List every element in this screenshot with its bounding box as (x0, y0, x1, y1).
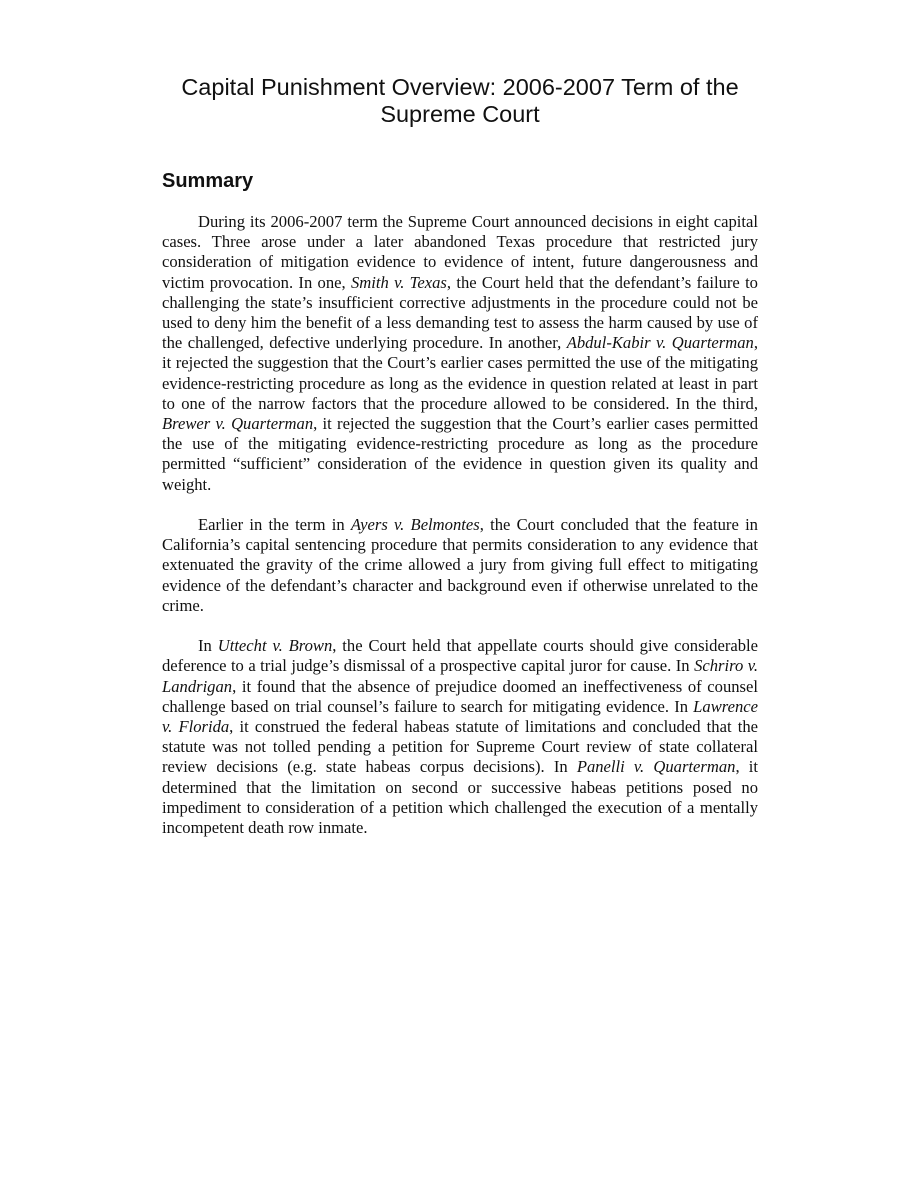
case-name: Ayers v. Belmontes (350, 515, 480, 535)
text-run: , it found that the absence of prejudice doomed an ineffectiveness of counsel challenge based on trial counsel’s failure to search for mitigating evidence. In (162, 676, 758, 716)
text-run: In (198, 636, 218, 656)
paragraph-3 (162, 636, 758, 838)
case-name: Lawrence v. Florida (162, 696, 758, 737)
summary-body (162, 212, 758, 838)
paragraph-1 (162, 212, 758, 495)
document-title: Capital Punishment Overview: 2006-2007 Term of the Supreme Court (181, 74, 739, 127)
text-run: Earlier in the term in (198, 515, 351, 535)
text-run: , it determined that the limitation on second or successive habeas petitions posed no impediment to consideration of a petition which challenged the execution of a mentally incompetent death row inmate. (162, 757, 758, 838)
text-run: , the Court held that appellate courts should give considerable deference to a trial judge’s dismissal of a prospective capital juror for cause. In (162, 636, 758, 676)
text-run: , it rejected the suggestion that the Court’s earlier cases permitted the use of the mitigating evidence-restricting procedure as long as the evidence in question related at least in part to one of the narrow factors that the procedure allowed to be considered. In the third, (162, 333, 758, 413)
text-run: , it rejected the suggestion that the Court’s earlier cases permitted the use of the mitigating evidence-restricting procedure as long as the procedure permitted “sufficient” consideration of the evidence in question given its quality and weight. (162, 414, 759, 494)
case-name: Panelli v. Quarterman (576, 757, 736, 777)
case-name: Smith v. Texas (350, 272, 447, 292)
case-name: Schriro v. Landrigan (162, 656, 758, 696)
section-heading: Summary (162, 170, 254, 192)
case-name: Abdul-Kabir v. Quarterman (566, 333, 754, 353)
text-run: , the Court concluded that the feature in California’s capital sentencing procedure that permits consideration to any evidence that extenuated the gravity of the crime allowed a jury from giving full effect to mitigating evidence of the defendant’s character and background even if otherwise unrelated to the crime. (162, 515, 758, 615)
text-run: During its 2006-2007 term the Supreme Court announced decisions in eight capital cases. Three arose under a later abandoned Texas procedure that restricted jury consideration of mitigation evidence to evidence of intent, future dangerousness and victim provocation. In one, (162, 212, 758, 292)
paragraph-2 (162, 515, 758, 616)
case-name: Brewer v. Quarterman (162, 414, 314, 434)
text-run: , the Court held that the defendant’s failure to challenging the state’s insufficient corrective adjustments in the procedure could not be used to deny him the benefit of a less demanding test to assess the harm caused by use of the challenged, defective underlying procedure. In another, (162, 272, 758, 353)
case-name: Uttecht v. Brown (217, 636, 333, 656)
text-run: , it construed the federal habeas statute of limitations and concluded that the statute was not tolled pending a petition for Supreme Court review of state collateral review decisions (e.g. state habeas corpus decisions). In (162, 717, 759, 777)
